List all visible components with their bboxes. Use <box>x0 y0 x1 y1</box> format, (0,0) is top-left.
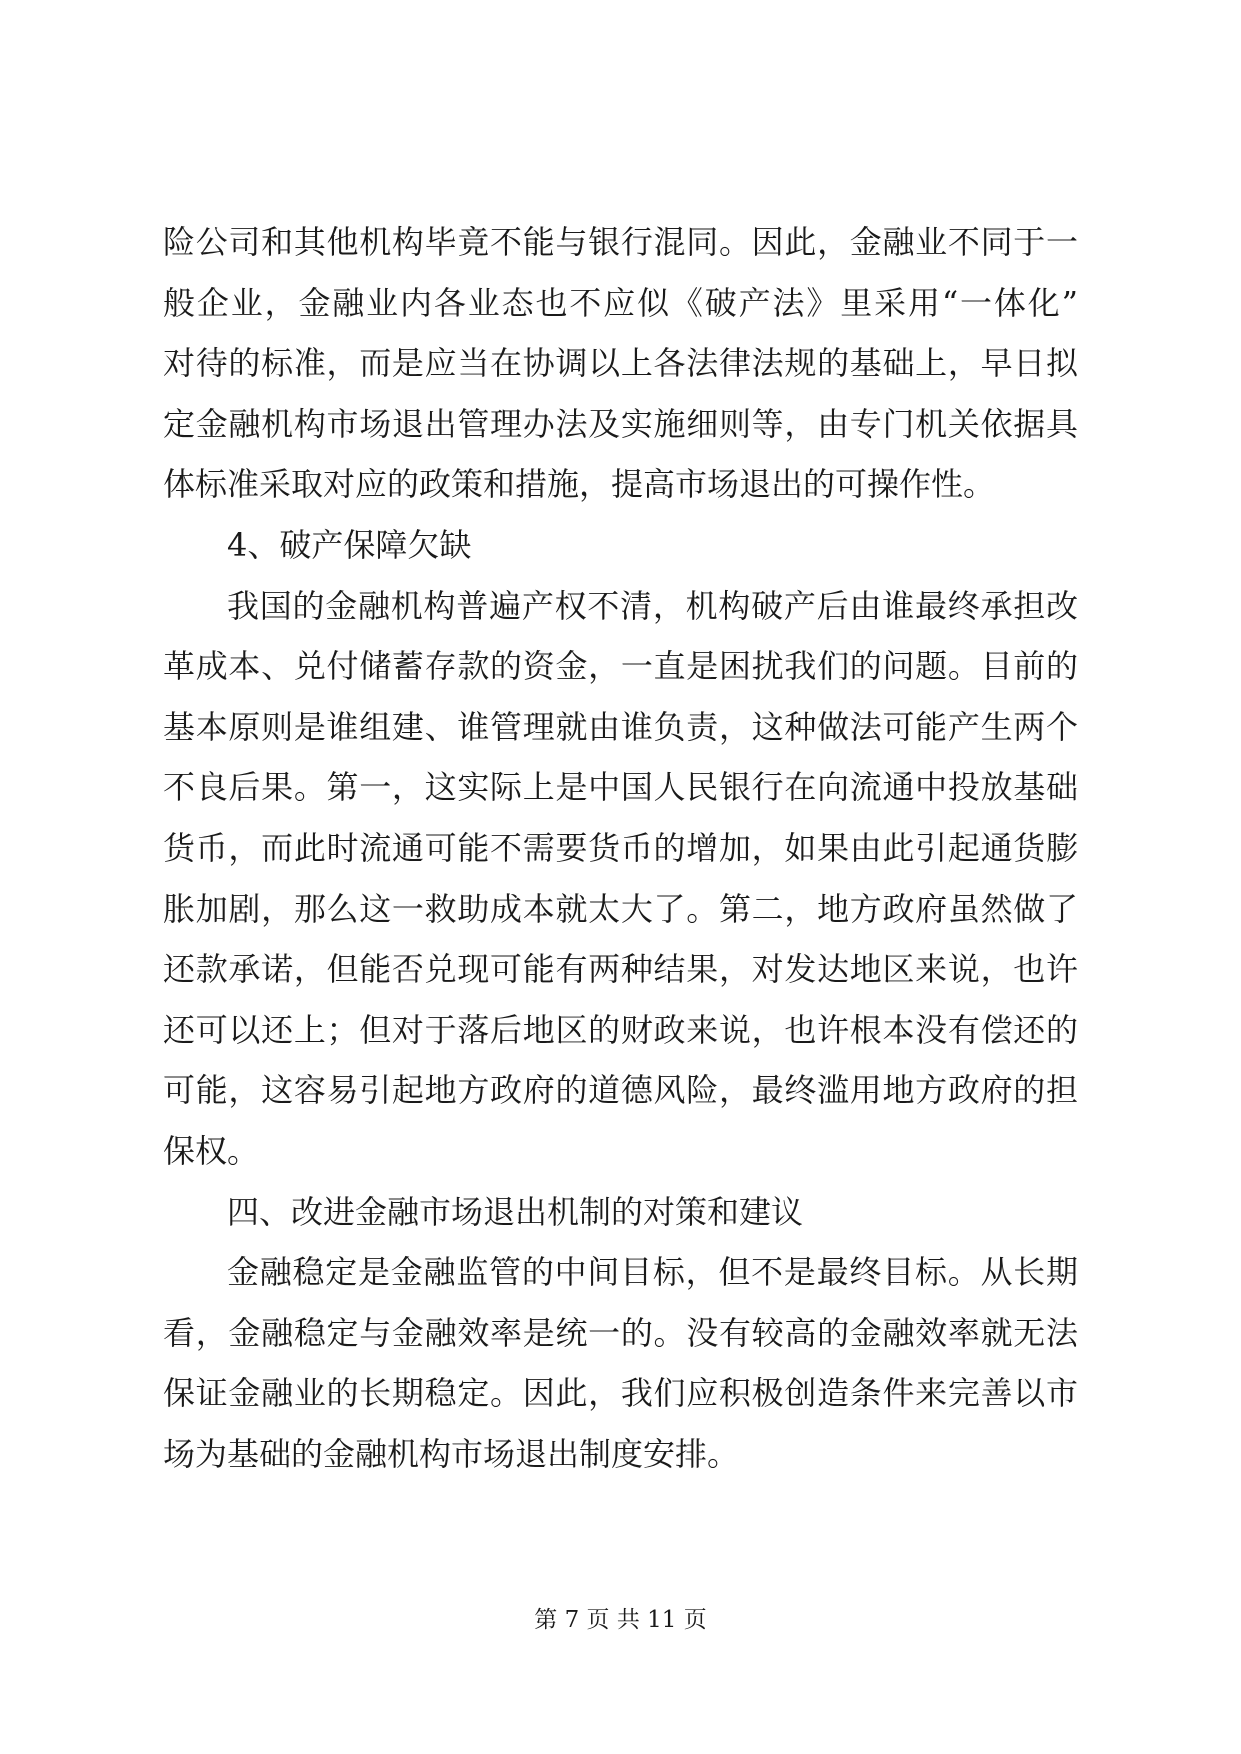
section-heading: 4、破产保障欠缺 <box>227 525 472 564</box>
text-line: 定金融机构市场退出管理办法及实施细则等，由专门机关依据具 <box>163 404 1078 443</box>
text-line: 保证金融业的长期稳定。因此，我们应积极创造条件来完善以市 <box>163 1374 1078 1413</box>
text-line: 体标准采取对应的政策和措施，提高市场退出的可操作性。 <box>163 465 996 504</box>
text-line: 还款承诺，但能否兑现可能有两种结果，对发达地区来说，也许 <box>163 950 1078 989</box>
document-body <box>163 212 1078 1484</box>
text-line: 金融稳定是金融监管的中间目标，但不是最终目标。从长期 <box>227 1253 1078 1292</box>
text-line: 我国的金融机构普遍产权不清，机构破产后由谁最终承担改 <box>227 586 1078 625</box>
text-line: 不良后果。第一，这实际上是中国人民银行在向流通中投放基础 <box>163 768 1078 807</box>
text-line: 般企业，金融业内各业态也不应似《破产法》里采用“一体化” <box>163 283 1078 322</box>
text-line: 基本原则是谁组建、谁管理就由谁负责，这种做法可能产生两个 <box>163 707 1078 746</box>
section-heading: 四、改进金融市场退出机制的对策和建议 <box>227 1192 804 1231</box>
text-line: 保权。 <box>163 1131 260 1170</box>
text-line: 革成本、兑付储蓄存款的资金，一直是困扰我们的问题。目前的 <box>163 647 1078 686</box>
text-line: 对待的标准，而是应当在协调以上各法律法规的基础上，早日拟 <box>163 344 1078 383</box>
text-line: 看，金融稳定与金融效率是统一的。没有较高的金融效率就无法 <box>163 1313 1078 1352</box>
text-line: 货币，而此时流通可能不需要货币的增加，如果由此引起通货膨 <box>163 828 1078 867</box>
text-line: 场为基础的金融机构市场退出制度安排。 <box>163 1434 740 1473</box>
text-line: 胀加剧，那么这一救助成本就太大了。第二，地方政府虽然做了 <box>163 889 1078 928</box>
text-line: 可能，这容易引起地方政府的道德风险，最终滥用地方政府的担 <box>163 1071 1078 1110</box>
text-line: 险公司和其他机构毕竟不能与银行混同。因此，金融业不同于一 <box>163 223 1078 261</box>
page-number-footer: 第 7 页 共 11 页 <box>534 1607 707 1633</box>
text-line: 还可以还上；但对于落后地区的财政来说，也许根本没有偿还的 <box>163 1010 1078 1049</box>
